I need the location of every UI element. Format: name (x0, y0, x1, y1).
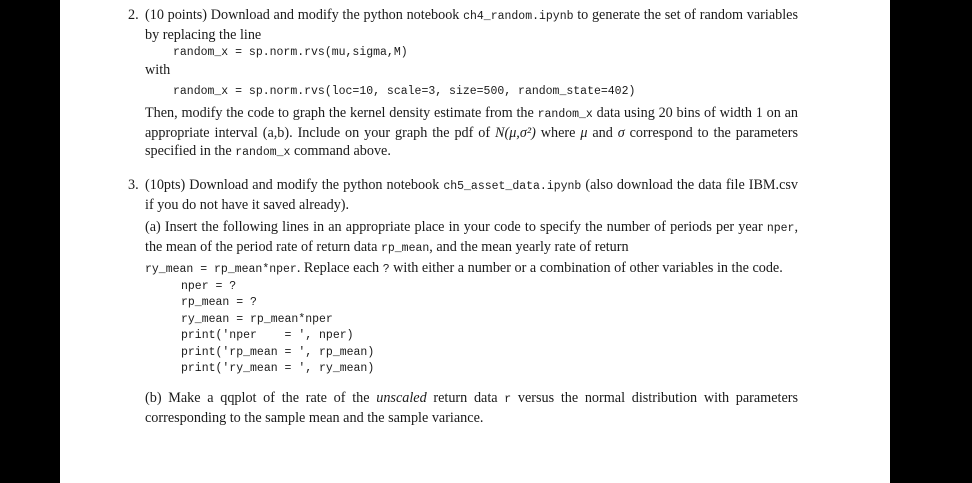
part-a (145, 218, 798, 279)
text: to generate the set of random variables by replacing the line (145, 7, 798, 43)
text: correspond to the parameters specified in the (145, 125, 798, 159)
text: where (535, 125, 581, 141)
inline-code: nper (766, 222, 795, 235)
text: command above. (290, 143, 391, 159)
inline-code: random_x (537, 108, 593, 121)
text: (b) Make a qqplot of the rate of the (145, 390, 377, 407)
text: with either a number or a combination of other variables in the code. (389, 260, 783, 276)
code-line: nper = ? (181, 280, 237, 293)
document-page (60, 0, 890, 483)
text: data using 20 bins of width 1 on an appropriate interval (a,b). Include on your graph the pdf of (145, 105, 798, 141)
question-number: 2. (128, 7, 139, 23)
question-3-intro (145, 176, 798, 214)
question-number: 3. (128, 177, 139, 193)
code-block (181, 279, 798, 377)
text: . Replace each (296, 260, 383, 276)
text: (10 points) Download and modify the python notebook (145, 7, 464, 23)
text: Then, modify the code to graph the kernel density estimate from the (145, 105, 538, 121)
text: return data (426, 390, 505, 407)
with-label: with (145, 62, 171, 78)
text: (also download the data file IBM.csv if you do not have it saved already). (145, 177, 798, 213)
math-mu: μ (580, 125, 588, 141)
text: (a) Insert the following lines in an appropriate place in your code to specify the number of periods per year (145, 219, 767, 235)
code-line: print('rp_mean = ', rp_mean) (181, 345, 375, 359)
text: (10pts) Download and modify the python notebook (145, 177, 444, 193)
math-sigma: σ (617, 125, 625, 141)
document-content (128, 6, 798, 427)
question-2-instructions (145, 104, 798, 162)
text: versus the normal distribution with parameters corresponding to the sample mean and the sample variance. (145, 390, 798, 427)
code-line: rp_mean = ? (181, 296, 257, 310)
inline-code: r (504, 393, 512, 407)
text: , and the mean yearly rate of return (429, 239, 629, 255)
emphasis: unscaled (376, 390, 427, 407)
code-line: print('ry_mean = ', ry_mean) (181, 362, 375, 376)
math-expr: N(μ,σ²) (495, 125, 536, 141)
code-new: random_x = sp.norm.rvs(loc=10, scale=3, size=500, random_state=402) (173, 85, 636, 98)
code-line: ry_mean = rp_mean*nper (181, 312, 333, 326)
inline-code: random_x (235, 146, 291, 159)
notebook-name: ch4_random.ipynb (463, 10, 574, 23)
inline-code: rp_mean (380, 242, 430, 255)
question-3 (128, 176, 798, 427)
notebook-name: ch5_asset_data.ipynb (443, 180, 582, 193)
question-2 (128, 6, 798, 162)
part-b (145, 389, 798, 427)
inline-code: ? (382, 263, 390, 276)
question-2-intro (145, 6, 798, 44)
inline-code: ry_mean = rp_mean*nper (145, 263, 297, 276)
text: , the mean of the period rate of return data (145, 219, 798, 255)
code-line: print('nper = ', nper) (181, 329, 354, 343)
text: and (587, 125, 618, 141)
code-old: random_x = sp.norm.rvs(mu,sigma,M) (173, 46, 408, 59)
